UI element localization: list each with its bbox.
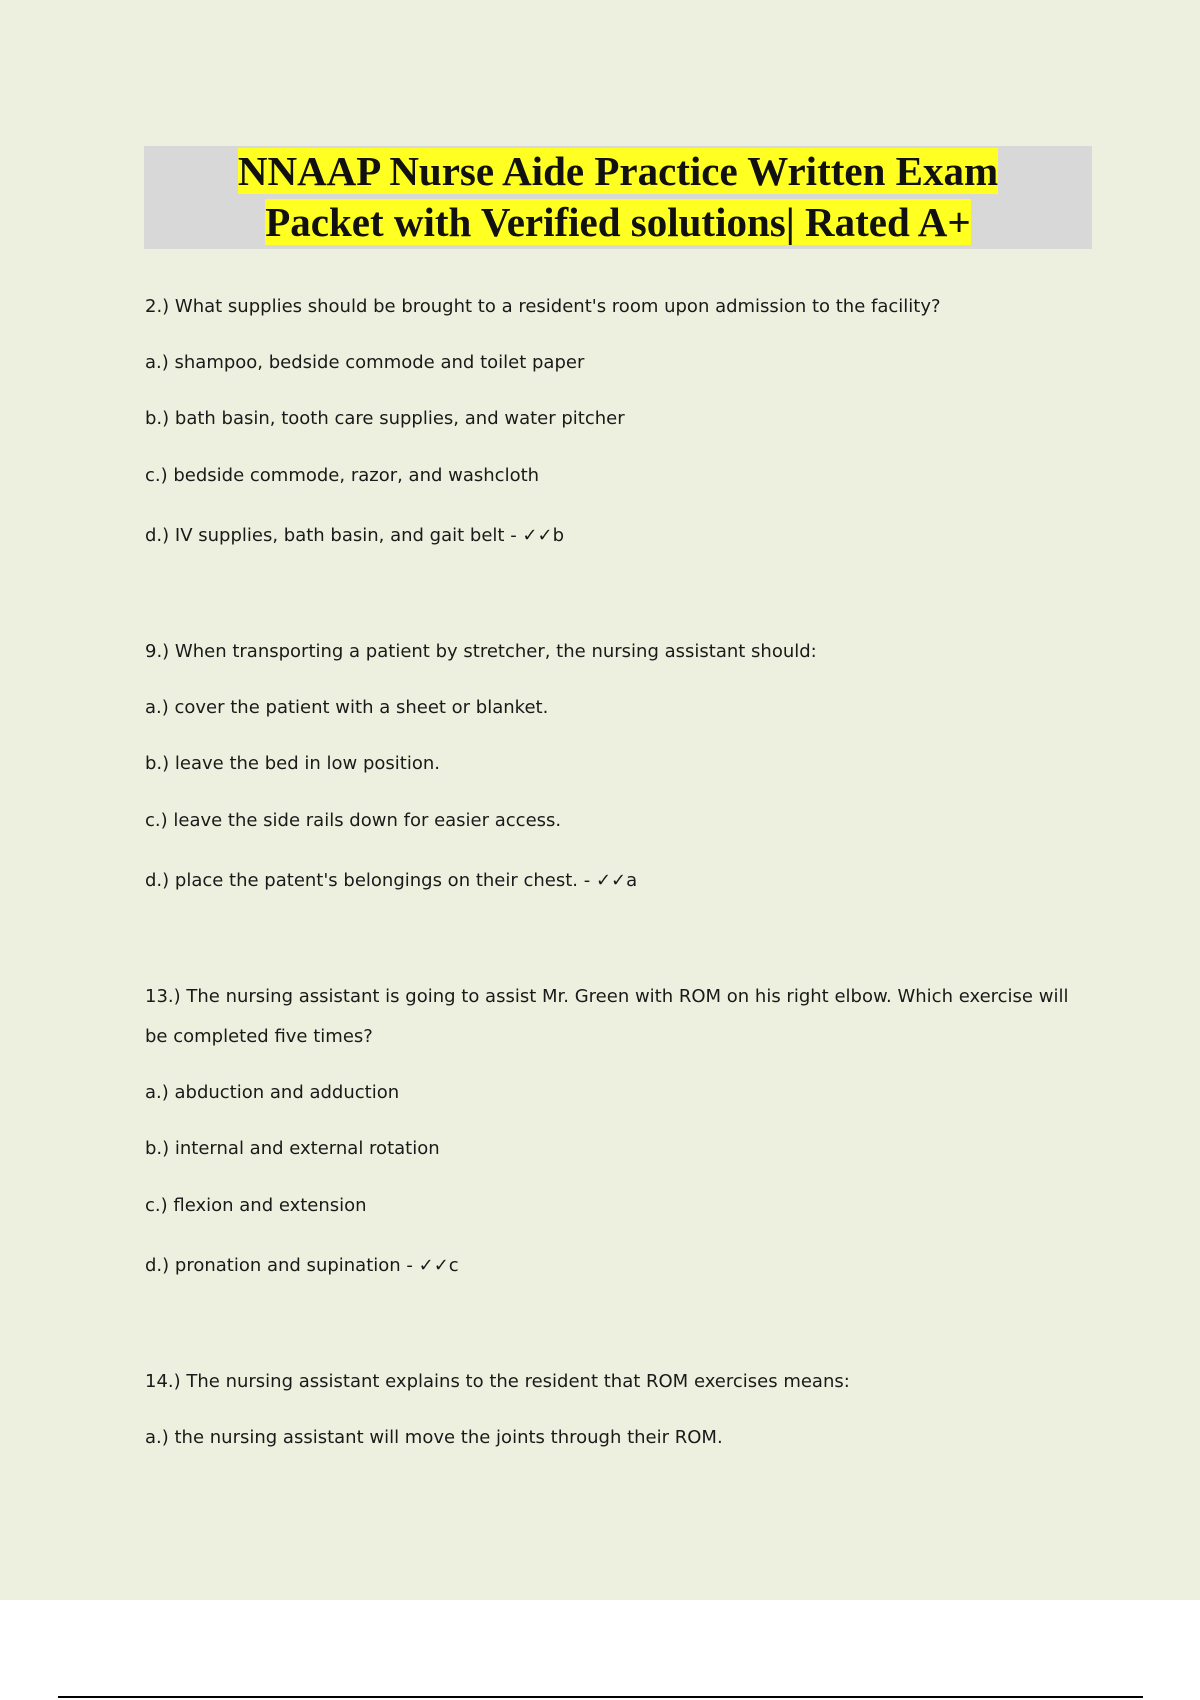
question-13-option-a: a.) abduction and adduction [145,1082,400,1103]
question-9-text: 9.) When transporting a patient by stretcher, the nursing assistant should: [145,641,817,662]
question-2-option-b: b.) bath basin, tooth care supplies, and water pitcher [145,408,625,429]
footer-divider [58,1696,1143,1698]
question-2-option-a: a.) shampoo, bedside commode and toilet paper [145,352,585,373]
question-2-option-c: c.) bedside commode, razor, and washcloth [145,465,540,486]
document-title [144,146,1092,249]
question-13-option-b: b.) internal and external rotation [145,1138,440,1159]
question-13-text: 13.) The nursing assistant is going to assist Mr. Green with ROM on his right elbow. Which exercise will be completed five times? [145,986,1069,1047]
question-13-option-d-answer: d.) pronation and supination - ✓✓c [145,1255,459,1276]
question-9-option-b: b.) leave the bed in low position. [145,753,440,774]
question-14-option-a: a.) the nursing assistant will move the joints through their ROM. [145,1427,723,1448]
question-2-option-d-answer: d.) IV supplies, bath basin, and gait belt - ✓✓b [145,525,565,546]
title-line-1: NNAAP Nurse Aide Practice Written Exam [237,148,999,194]
question-2-text: 2.) What supplies should be brought to a resident's room upon admission to the facility? [145,296,941,317]
question-13-option-c: c.) flexion and extension [145,1195,367,1216]
question-14-text: 14.) The nursing assistant explains to the resident that ROM exercises means: [145,1371,850,1392]
question-9-option-d-answer: d.) place the patent's belongings on their chest. - ✓✓a [145,870,638,891]
question-9-option-c: c.) leave the side rails down for easier access. [145,810,562,831]
question-9-option-a: a.) cover the patient with a sheet or blanket. [145,697,549,718]
title-line-2: Packet with Verified solutions| Rated A+ [265,199,971,245]
